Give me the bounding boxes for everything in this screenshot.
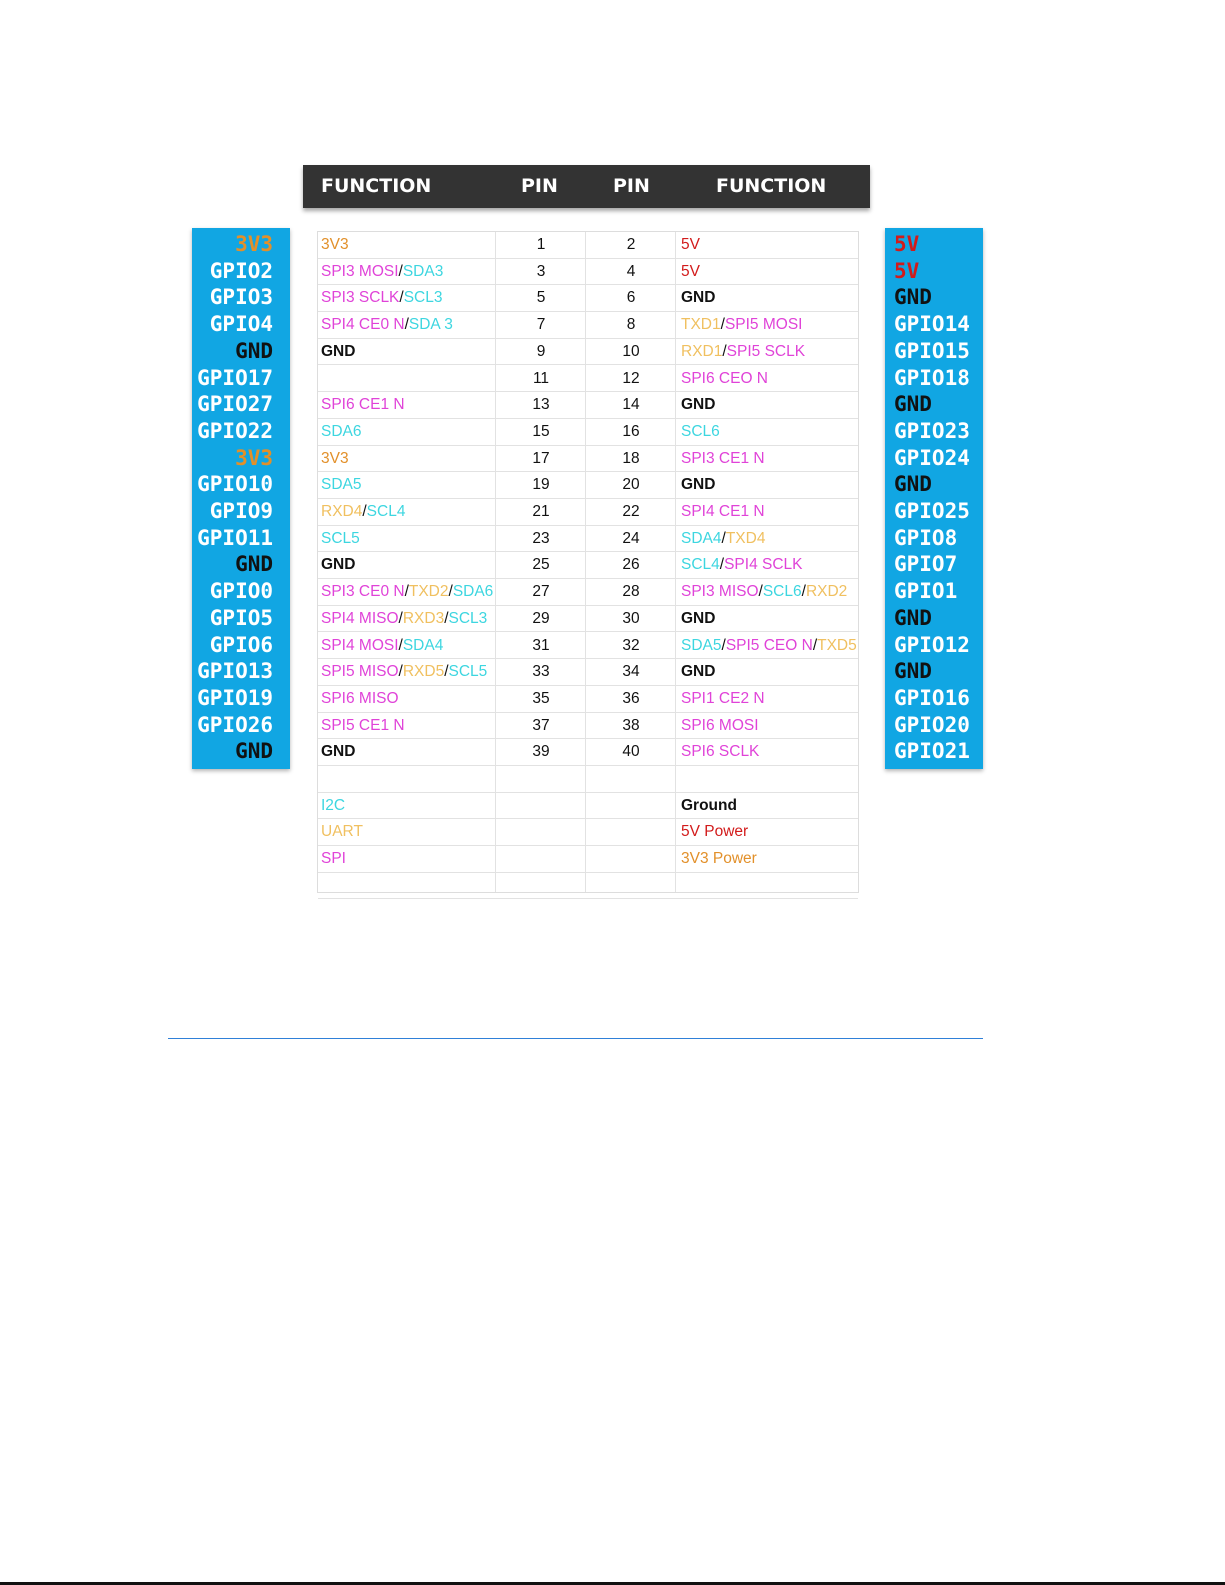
function-segment: SDA 3 <box>408 316 453 334</box>
function-segment: SPI3 CE1 N <box>681 449 765 467</box>
function-segment: SDA5 <box>681 636 722 654</box>
function-left <box>321 739 355 766</box>
pin-number-right: 10 <box>622 342 640 360</box>
table-row <box>318 446 858 473</box>
function-segment: SCL6 <box>762 583 802 601</box>
function-left <box>321 419 362 446</box>
pin-number-left: 17 <box>532 449 550 467</box>
function-right <box>681 446 765 473</box>
pin-number-right: 2 <box>626 236 636 253</box>
function-right <box>681 579 847 606</box>
table-row <box>318 419 858 446</box>
pin-number-right: 16 <box>622 422 640 440</box>
legend-right <box>681 846 757 873</box>
pin-number-left: 3 <box>536 262 546 280</box>
function-segment: TXD1 <box>681 316 721 334</box>
function-segment: SPI6 MISO <box>321 689 399 707</box>
function-segment: RXD5 <box>402 663 445 681</box>
empty-cell <box>586 819 676 846</box>
function-right <box>681 392 715 419</box>
function-segment: RXD4 <box>321 503 363 520</box>
function-left <box>321 339 355 366</box>
table-row <box>318 739 858 766</box>
table-row <box>318 552 858 579</box>
function-segment: / <box>721 636 726 654</box>
pin-number-left: 37 <box>532 716 550 734</box>
pin-label: GPIO0 <box>209 579 273 604</box>
pin-number-right: 20 <box>622 476 640 494</box>
function-segment: SPI <box>321 850 346 868</box>
function-segment: GND <box>681 609 716 627</box>
function-segment: TXD5 <box>817 636 857 654</box>
pin-number-right: 4 <box>626 262 636 280</box>
pin-number-left: 19 <box>532 476 550 494</box>
table-row <box>318 713 858 740</box>
pin-label: GPIO27 <box>197 392 273 417</box>
pin-label: GPIO26 <box>197 712 273 737</box>
pin-number-right: 32 <box>622 636 640 654</box>
function-segment: / <box>758 583 763 601</box>
function-left <box>321 659 487 686</box>
function-segment: / <box>398 636 403 654</box>
pin-number-right: 24 <box>622 529 640 547</box>
table-row <box>318 633 858 660</box>
function-segment: 3V3 <box>321 449 349 467</box>
pin-label: GPIO22 <box>197 418 273 443</box>
empty-cell <box>586 846 676 873</box>
function-left <box>321 472 362 499</box>
function-segment: SPI4 SCLK <box>724 556 803 574</box>
function-segment: / <box>812 636 818 654</box>
legend-right <box>681 793 737 820</box>
pin-label: GPIO18 <box>894 365 970 390</box>
function-left <box>321 606 487 633</box>
pin-number-right: 26 <box>622 556 640 574</box>
pin-label: GPIO17 <box>197 365 273 390</box>
legend-row <box>318 819 858 846</box>
function-segment: SPI5 SCLK <box>726 342 806 360</box>
function-segment: GND <box>321 342 356 360</box>
function-segment: SDA3 <box>402 262 444 280</box>
function-segment: SCL6 <box>681 422 720 440</box>
function-right <box>681 312 802 339</box>
pin-label: GPIO12 <box>894 632 970 657</box>
pin-label: GND <box>894 392 932 417</box>
pin-label: GPIO25 <box>894 499 970 523</box>
function-segment: / <box>801 583 806 601</box>
function-left <box>321 579 493 606</box>
empty-cell <box>496 846 586 873</box>
function-right <box>681 285 715 312</box>
function-right <box>681 686 765 713</box>
function-right <box>681 713 759 740</box>
function-segment: / <box>398 663 403 681</box>
left-gpio-column <box>192 228 290 769</box>
function-left <box>321 259 443 286</box>
function-right <box>681 739 759 766</box>
function-left <box>321 526 360 553</box>
pin-label: GPIO8 <box>894 525 958 550</box>
function-segment: RXD1 <box>681 342 723 360</box>
pin-number-left: 29 <box>532 609 550 627</box>
function-segment: GND <box>321 743 356 761</box>
table-row <box>318 366 858 393</box>
header-function-left: FUNCTION <box>321 175 432 197</box>
function-segment: SPI3 MISO <box>681 583 759 601</box>
function-segment: / <box>444 609 449 627</box>
function-left <box>321 232 349 259</box>
function-segment: / <box>399 289 404 307</box>
function-segment: SPI6 CEO N <box>681 369 768 387</box>
pin-number-left: 27 <box>532 583 550 601</box>
function-right <box>681 339 805 366</box>
pin-label: GPIO11 <box>197 525 273 550</box>
pin-label: GPIO24 <box>894 445 970 470</box>
legend-row <box>318 846 858 873</box>
table-row <box>318 526 858 553</box>
empty-cell <box>496 793 586 820</box>
pin-number-right: 34 <box>622 663 640 681</box>
function-segment: TXD4 <box>725 529 766 547</box>
pin-number-right: 22 <box>622 503 640 520</box>
pin-label: GND <box>894 659 932 684</box>
pin-number-left: 9 <box>536 342 546 360</box>
pin-number-left: 21 <box>532 503 550 520</box>
pin-number-right: 36 <box>622 689 640 707</box>
table-row <box>318 873 858 900</box>
function-segment: / <box>404 316 409 334</box>
function-segment: GND <box>681 663 716 681</box>
function-segment: 5V Power <box>681 823 749 841</box>
pin-number-right: 30 <box>622 609 640 627</box>
pin-label: 5V <box>894 258 920 283</box>
function-segment: SPI6 CE1 N <box>321 396 405 414</box>
pin-label: GPIO15 <box>894 338 970 363</box>
function-segment: SPI5 CEO N <box>725 636 813 654</box>
function-left <box>321 285 443 312</box>
pin-label: GPIO10 <box>197 472 273 497</box>
function-segment: SPI4 MOSI <box>321 636 399 654</box>
function-segment: Ground <box>681 796 737 814</box>
pin-number-right: 38 <box>622 716 640 734</box>
function-left <box>321 633 443 660</box>
function-segment: / <box>404 583 409 601</box>
function-segment: SPI5 CE1 N <box>321 716 405 734</box>
function-segment: SDA4 <box>681 529 722 547</box>
function-right <box>681 606 715 633</box>
function-segment: SPI3 SCLK <box>321 289 400 307</box>
function-segment: / <box>362 503 367 520</box>
function-segment: SPI5 MOSI <box>724 316 803 334</box>
header-pin-right: PIN <box>613 175 650 197</box>
function-right <box>681 659 715 686</box>
function-right <box>681 259 700 286</box>
table-row <box>318 339 858 366</box>
pin-label: GPIO5 <box>209 605 273 630</box>
table-header <box>303 165 870 208</box>
horizontal-rule <box>168 1038 983 1039</box>
table-row <box>318 259 858 286</box>
pin-label: GND <box>894 605 932 630</box>
function-segment: SDA6 <box>321 422 362 440</box>
table-row <box>318 285 858 312</box>
table-row <box>318 686 858 713</box>
pin-label: 3V3 <box>235 232 273 256</box>
pin-number-left: 15 <box>532 422 550 440</box>
pin-number-left: 33 <box>532 663 550 681</box>
pin-label: GND <box>235 338 273 363</box>
pin-number-right: 6 <box>626 289 636 307</box>
pin-label: GND <box>894 472 932 497</box>
pin-label: GPIO19 <box>197 685 273 710</box>
function-segment: RXD2 <box>805 583 848 601</box>
empty-cell <box>586 793 676 820</box>
function-right <box>681 552 803 579</box>
function-segment: SPI6 SCLK <box>681 743 760 761</box>
header-pin-left: PIN <box>521 175 558 197</box>
pin-number-left: 31 <box>532 636 550 654</box>
pin-number-right: 8 <box>626 316 636 334</box>
function-segment: 3V3 Power <box>681 850 757 868</box>
pin-number-left: 5 <box>536 289 546 307</box>
function-segment: SDA5 <box>321 476 362 494</box>
table-row <box>318 392 858 419</box>
function-right <box>681 472 715 499</box>
function-segment: SPI4 CE1 N <box>681 503 765 520</box>
function-segment: SCL5 <box>448 663 488 681</box>
function-segment: SPI3 CE0 N <box>321 583 405 601</box>
pin-number-right: 12 <box>622 369 640 387</box>
function-left <box>321 686 399 713</box>
right-gpio-column <box>885 228 983 769</box>
pin-number-left: 1 <box>536 236 546 253</box>
legend-right <box>681 819 748 846</box>
pin-label: GPIO9 <box>209 499 273 523</box>
function-left <box>321 499 405 526</box>
function-segment: I2C <box>321 796 346 814</box>
pin-label: GPIO21 <box>894 739 970 764</box>
pin-label: GPIO16 <box>894 685 970 710</box>
pin-label: GPIO4 <box>209 312 273 337</box>
function-segment: SPI3 MOSI <box>321 262 399 280</box>
function-segment: / <box>719 556 725 574</box>
pin-label: GPIO2 <box>209 258 273 283</box>
function-segment: GND <box>681 476 716 494</box>
table-row <box>318 499 858 526</box>
table-row <box>318 232 858 259</box>
function-segment: 5V <box>681 262 700 280</box>
function-left <box>321 392 405 419</box>
pin-number-right: 18 <box>622 449 640 467</box>
table-row <box>318 472 858 499</box>
function-right <box>681 366 768 393</box>
table-row <box>318 766 858 793</box>
function-segment: 5V <box>681 236 700 253</box>
function-segment: SCL4 <box>366 503 406 520</box>
function-right <box>681 526 765 553</box>
function-left <box>321 552 355 579</box>
pin-label: GND <box>235 739 273 764</box>
table-row <box>318 606 858 633</box>
pin-label: GPIO7 <box>894 552 958 577</box>
function-segment: / <box>448 583 453 601</box>
function-left <box>321 446 349 473</box>
function-segment: GND <box>681 289 716 307</box>
function-right <box>681 419 720 446</box>
pin-label: GPIO13 <box>197 659 273 684</box>
function-segment: SCL4 <box>681 556 720 574</box>
legend-left <box>321 793 345 820</box>
function-segment: / <box>722 342 727 360</box>
legend-left <box>321 846 346 873</box>
pin-number-right: 28 <box>622 583 640 601</box>
pin-number-left: 23 <box>532 529 550 547</box>
function-right <box>681 633 857 660</box>
function-segment: SDA4 <box>402 636 444 654</box>
function-segment: GND <box>321 556 356 574</box>
function-segment: SCL5 <box>321 529 360 547</box>
function-segment: 3V3 <box>321 236 349 253</box>
function-segment: / <box>398 262 403 280</box>
function-right <box>681 232 700 259</box>
pin-number-right: 40 <box>622 743 640 761</box>
pin-label: GPIO20 <box>894 712 970 737</box>
pin-label: GND <box>235 552 273 577</box>
function-left <box>321 312 453 339</box>
pin-number-right: 14 <box>622 396 640 414</box>
pin-label: GPIO3 <box>209 285 273 310</box>
function-segment: / <box>398 609 403 627</box>
legend-left <box>321 819 363 846</box>
function-left <box>321 713 405 740</box>
function-segment: SCL3 <box>448 609 488 627</box>
pin-label: GPIO6 <box>209 632 273 657</box>
function-segment: GND <box>681 396 716 414</box>
pin-label: 5V <box>894 232 920 256</box>
function-segment: SPI4 MISO <box>321 609 399 627</box>
empty-cell <box>496 819 586 846</box>
pin-number-left: 11 <box>532 369 550 387</box>
pin-label: GPIO1 <box>894 579 958 604</box>
function-segment: / <box>720 316 725 334</box>
pin-number-left: 39 <box>532 743 550 761</box>
function-segment: UART <box>321 823 363 841</box>
function-segment: / <box>444 663 449 681</box>
pin-number-left: 25 <box>532 556 550 574</box>
table-row <box>318 579 858 606</box>
table-row <box>318 312 858 339</box>
pin-label: GPIO23 <box>894 418 970 443</box>
function-segment: SPI5 MISO <box>321 663 399 681</box>
function-segment: SPI6 MOSI <box>681 716 759 734</box>
function-segment: RXD3 <box>402 609 445 627</box>
pin-label: GND <box>894 285 932 310</box>
function-segment: SDA6 <box>452 583 494 601</box>
function-right <box>681 499 765 526</box>
pin-number-left: 7 <box>536 316 546 334</box>
pin-number-left: 13 <box>532 396 550 414</box>
pin-label: GPIO14 <box>894 312 970 337</box>
pinout-table <box>317 231 859 893</box>
function-segment: SPI4 CE0 N <box>321 316 405 334</box>
function-segment: SCL3 <box>403 289 443 307</box>
pin-label: 3V3 <box>235 445 273 470</box>
header-function-right: FUNCTION <box>716 175 827 197</box>
pin-number-left: 35 <box>532 689 550 707</box>
function-segment: SPI1 CE2 N <box>681 689 765 707</box>
function-segment: TXD2 <box>408 583 449 601</box>
table-row <box>318 659 858 686</box>
function-segment: / <box>721 529 726 547</box>
legend-row <box>318 793 858 820</box>
